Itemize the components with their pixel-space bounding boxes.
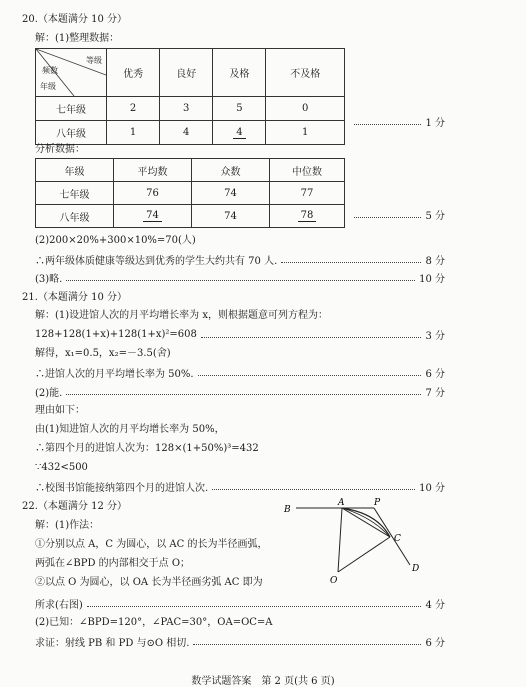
q21-line: 由(1)知进馆人次的月平均增长率为 50%，	[35, 424, 225, 435]
q22-line: ①分别以点 A，C 为圆心，以 AC 的长为半径画弧，	[35, 539, 268, 550]
score: 8 分	[425, 256, 445, 267]
table-row	[36, 182, 345, 205]
score-line	[35, 480, 445, 493]
label-O: O	[330, 576, 338, 586]
score-line	[35, 328, 445, 341]
table-cell: 七年级	[36, 182, 114, 205]
table-cell	[213, 121, 266, 145]
corner-bottom-label: 年级	[40, 82, 56, 91]
q21-line: 解得，x₁=0.5，x₂=－3.5(舍)	[35, 348, 171, 359]
score: 6 分	[425, 369, 445, 380]
score-line	[35, 253, 445, 266]
q21-line: ∴进馆人次的月平均增长率为 50%.	[35, 369, 194, 380]
score: 4 分	[425, 600, 445, 611]
q22-line: 求证：射线 PB 和 PD 与⊙O 相切.	[35, 638, 190, 649]
header-cell: 良好	[160, 49, 213, 97]
table-cell: 2	[107, 97, 160, 121]
score-line	[35, 597, 445, 610]
answer-blank: 78	[298, 210, 317, 222]
score: 6 分	[425, 638, 445, 649]
score-line	[35, 271, 445, 284]
q22-title: 22.（本题满分 12 分）	[22, 501, 127, 512]
row-label: 八年级	[36, 121, 107, 145]
q22-line: ②以点 O 为圆心，以 OA 长为半径画劣弧 AC 即为	[35, 577, 263, 588]
table-cell	[270, 205, 345, 228]
corner-top-label: 等级	[86, 56, 102, 65]
header-cell: 中位数	[270, 159, 345, 182]
score: 1 分	[425, 118, 445, 129]
corner-mid-label: 频数	[42, 66, 58, 75]
table-cell: 77	[270, 182, 345, 205]
q20-conclusion: ∴两年级体质健康等级达到优秀的学生大约共有 70 人.	[35, 256, 278, 267]
score-line	[35, 366, 445, 379]
q20-table-frequency	[35, 48, 345, 145]
segment-OA	[338, 508, 342, 572]
q21-title: 21.（本题满分 10 分）	[22, 292, 127, 303]
table-row	[36, 97, 345, 121]
q21-line: (2)能.	[35, 388, 63, 399]
page-footer: 数学试题答案 第 2 页(共 6 页)	[191, 676, 335, 687]
score: 10 分	[419, 483, 445, 494]
q22-line: 两弧在∠BPD 的内部相交于点 O；	[35, 558, 191, 569]
label-P: P	[374, 498, 381, 508]
q21-line: 解：(1)设进馆人次的月平均增长率为 x，则根据题意可列方程为：	[35, 310, 328, 321]
q21-equation: 128+128(1+x)+128(1+x)²=608	[35, 329, 197, 340]
table-cell: 74	[192, 182, 270, 205]
header-cell: 平均数	[114, 159, 192, 182]
table-cell: 八年级	[36, 205, 114, 228]
q20-title: 20.（本题满分 10 分）	[22, 14, 127, 25]
table-cell: 1	[266, 121, 345, 145]
analysis-label: 分析数据：	[35, 144, 85, 155]
answer-blank: 74	[143, 210, 162, 222]
table-cell: 3	[160, 97, 213, 121]
score-line	[350, 208, 445, 221]
q22-line: 所求(右图)	[35, 600, 83, 611]
score: 3 分	[425, 331, 445, 342]
score-line	[35, 385, 445, 398]
table-cell: 5	[213, 97, 266, 121]
q20-intro: 解：(1)整理数据：	[35, 33, 120, 44]
q22-line: (2)已知：∠BPD=120°，∠PAC=30°，OA=OC=A	[35, 617, 273, 628]
q21-line: 理由如下：	[35, 405, 85, 416]
label-A: A	[338, 498, 345, 508]
table-cell: 0	[266, 97, 345, 121]
q21-line: ∵432<500	[35, 462, 88, 473]
header-cell: 年级	[36, 159, 114, 182]
q22-line: 解：(1)作法：	[35, 520, 100, 531]
score: 5 分	[425, 211, 445, 222]
q20-table-analysis	[35, 158, 345, 228]
geometry-figure	[280, 495, 430, 595]
score-line	[350, 115, 445, 128]
row-label: 七年级	[36, 97, 107, 121]
table-cell: 1	[107, 121, 160, 145]
label-C: C	[394, 534, 401, 544]
score-line	[35, 635, 445, 648]
label-D: D	[412, 564, 420, 574]
table-row	[36, 121, 345, 145]
label-B: B	[284, 505, 291, 515]
table-cell: 74	[192, 205, 270, 228]
header-cell: 优秀	[107, 49, 160, 97]
table-cell: 4	[160, 121, 213, 145]
score: 7 分	[425, 388, 445, 399]
table-row	[36, 205, 345, 228]
table-cell: 76	[114, 182, 192, 205]
answer-blank: 4	[233, 127, 245, 139]
table-cell	[114, 205, 192, 228]
score: 10 分	[419, 274, 445, 285]
q21-line: ∴第四个月的进馆人次为：128×(1+50%)³=432	[35, 443, 259, 454]
ray-PD	[374, 508, 410, 565]
header-cell: 众数	[192, 159, 270, 182]
q21-line: ∴校图书馆能接纳第四个月的进馆人次.	[35, 483, 209, 494]
q20-part2: (2)200×20%+300×10%=70(人)	[35, 235, 196, 246]
header-cell: 及格	[213, 49, 266, 97]
q20-part3: (3)略.	[35, 274, 63, 285]
segment-OC	[338, 537, 390, 572]
table-corner-cell	[36, 49, 107, 97]
header-cell: 不及格	[266, 49, 345, 97]
